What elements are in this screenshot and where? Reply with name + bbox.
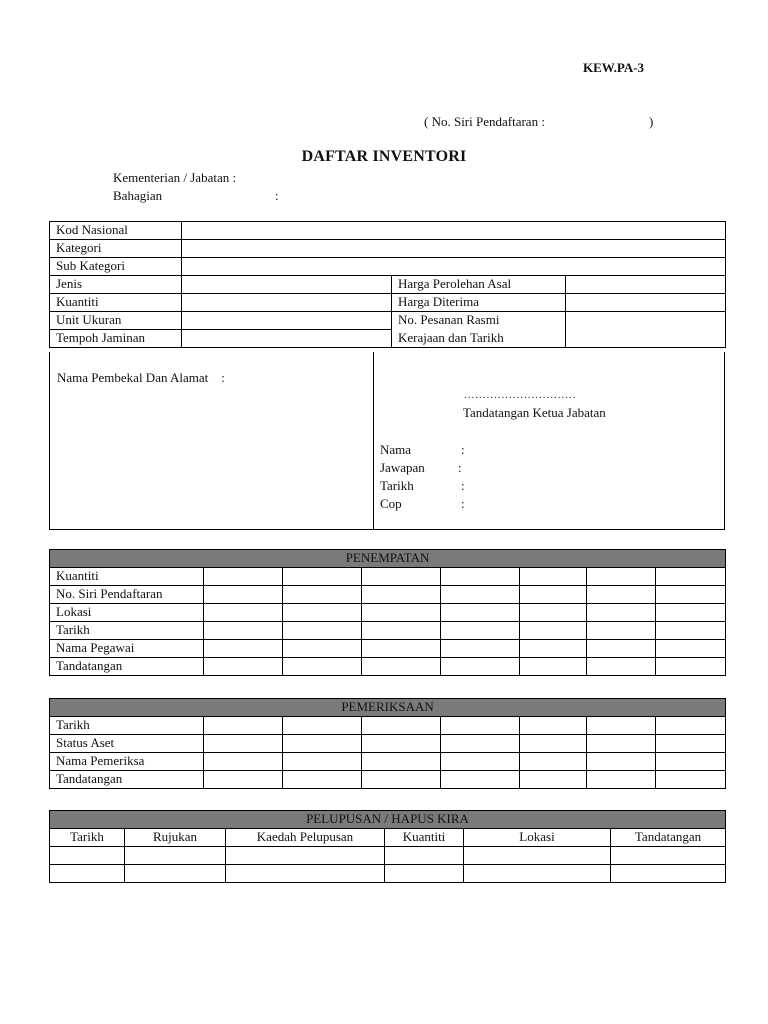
bahagian-text: Bahagian — [113, 188, 163, 203]
sub-kategori-label: Sub Kategori — [50, 258, 182, 276]
entry-cell[interactable] — [204, 622, 283, 640]
table-row — [50, 294, 726, 312]
row-label: Tarikh — [50, 717, 204, 735]
form-code: KEW.PA-3 — [583, 60, 645, 75]
table-row — [50, 622, 726, 640]
entry-cell[interactable] — [587, 735, 656, 753]
row-label: Kuantiti — [50, 568, 204, 586]
jawapan-label: Jawapan — [380, 460, 425, 475]
table-row — [50, 276, 726, 294]
tarikh-label: Tarikh — [380, 478, 414, 493]
row-label: Status Aset — [50, 735, 204, 753]
row-label: Lokasi — [50, 604, 204, 622]
tempoh-jaminan-field[interactable] — [182, 330, 392, 348]
row-label: No. Siri Pendaftaran — [50, 586, 204, 604]
kod-nasional-field[interactable] — [182, 222, 726, 240]
entry-cell[interactable] — [587, 622, 656, 640]
entry-cell[interactable] — [362, 568, 441, 586]
penempatan-header: PENEMPATAN — [50, 550, 726, 568]
table-row — [50, 640, 726, 658]
cop-colon: : — [461, 496, 465, 511]
entry-cell[interactable] — [656, 568, 726, 586]
entry-cell[interactable] — [656, 753, 726, 771]
jawapan-row — [380, 460, 462, 476]
pemeriksaan-table — [49, 698, 726, 789]
kod-nasional-label: Kod Nasional — [50, 222, 182, 240]
serial-number-close: ) — [649, 114, 654, 129]
entry-cell[interactable] — [520, 604, 587, 622]
table-row — [50, 771, 726, 789]
entry-cell[interactable] — [283, 753, 362, 771]
entry-cell[interactable] — [283, 717, 362, 735]
unit-ukuran-label: Unit Ukuran — [50, 312, 182, 330]
page-title: DAFTAR INVENTORI — [301, 148, 467, 165]
entry-cell[interactable] — [520, 735, 587, 753]
entry-cell[interactable] — [362, 622, 441, 640]
entry-cell[interactable] — [656, 717, 726, 735]
entry-cell[interactable] — [204, 717, 283, 735]
kementerian-label: Kementerian / Jabatan : — [113, 170, 237, 185]
table-row — [50, 753, 726, 771]
table-row — [50, 258, 726, 276]
kuantiti-field[interactable] — [182, 294, 392, 312]
column-header: Rujukan — [125, 829, 226, 847]
jawapan-colon: : — [458, 460, 462, 475]
sub-kategori-field[interactable] — [182, 258, 726, 276]
entry-cell[interactable] — [656, 586, 726, 604]
cop-row — [380, 496, 465, 512]
row-label: Tandatangan — [50, 658, 204, 676]
entry-cell[interactable] — [520, 717, 587, 735]
entry-cell[interactable] — [283, 604, 362, 622]
kategori-label: Kategori — [50, 240, 182, 258]
row-label: Tandatangan — [50, 771, 204, 789]
jenis-field[interactable] — [182, 276, 392, 294]
entry-cell[interactable] — [362, 735, 441, 753]
block-divider — [373, 352, 374, 529]
entry-cell[interactable] — [385, 865, 464, 883]
pelupusan-table — [49, 810, 726, 883]
entry-cell[interactable] — [520, 658, 587, 676]
column-header: Tandatangan — [611, 829, 726, 847]
penempatan-table — [49, 549, 726, 676]
entry-cell[interactable] — [204, 586, 283, 604]
entry-cell[interactable] — [204, 658, 283, 676]
entry-cell[interactable] — [204, 640, 283, 658]
entry-cell[interactable] — [50, 847, 125, 865]
table-row — [50, 865, 726, 883]
pelupusan-header: PELUPUSAN / HAPUS KIRA — [50, 811, 726, 829]
entry-cell[interactable] — [362, 771, 441, 789]
entry-cell[interactable] — [362, 753, 441, 771]
kategori-field[interactable] — [182, 240, 726, 258]
bahagian-label — [113, 188, 279, 204]
table-row — [50, 222, 726, 240]
entry-cell[interactable] — [441, 622, 520, 640]
entry-cell[interactable] — [520, 771, 587, 789]
tempoh-jaminan-label: Tempoh Jaminan — [50, 330, 182, 348]
row-label: Tarikh — [50, 622, 204, 640]
asset-details-table — [49, 221, 726, 348]
entry-cell[interactable] — [283, 771, 362, 789]
entry-cell[interactable] — [362, 604, 441, 622]
harga-perolehan-field[interactable] — [566, 276, 726, 294]
supplier-label: Nama Pembekal Dan Alamat : — [57, 370, 225, 385]
entry-cell[interactable] — [441, 771, 520, 789]
entry-cell[interactable] — [50, 865, 125, 883]
harga-diterima-label: Harga Diterima — [392, 294, 566, 312]
unit-ukuran-field[interactable] — [182, 312, 392, 330]
entry-cell[interactable] — [441, 753, 520, 771]
table-row — [50, 735, 726, 753]
kerajaan-tarikh-label: Kerajaan dan Tarikh — [392, 330, 566, 348]
row-label: Nama Pegawai — [50, 640, 204, 658]
entry-cell[interactable] — [611, 847, 726, 865]
table-row — [50, 717, 726, 735]
no-pesanan-field[interactable] — [566, 312, 726, 348]
entry-cell[interactable] — [611, 865, 726, 883]
entry-cell[interactable] — [441, 604, 520, 622]
entry-cell[interactable] — [656, 771, 726, 789]
table-row — [50, 847, 726, 865]
table-row — [50, 658, 726, 676]
signature-dotted-line: .............................. — [464, 389, 577, 401]
pelupusan-column-headers — [50, 829, 726, 847]
entry-cell[interactable] — [125, 847, 226, 865]
entry-cell[interactable] — [441, 658, 520, 676]
supplier-signature-block — [49, 352, 725, 530]
cop-label: Cop — [380, 496, 402, 511]
entry-cell[interactable] — [441, 735, 520, 753]
entry-cell[interactable] — [587, 771, 656, 789]
entry-cell[interactable] — [362, 586, 441, 604]
tarikh-colon: : — [461, 478, 465, 493]
entry-cell[interactable] — [464, 865, 611, 883]
entry-cell[interactable] — [362, 640, 441, 658]
entry-cell[interactable] — [385, 847, 464, 865]
entry-cell[interactable] — [283, 622, 362, 640]
entry-cell[interactable] — [283, 586, 362, 604]
entry-cell[interactable] — [587, 568, 656, 586]
row-label: Nama Pemeriksa — [50, 753, 204, 771]
entry-cell[interactable] — [204, 771, 283, 789]
kuantiti-label: Kuantiti — [50, 294, 182, 312]
entry-cell[interactable] — [283, 568, 362, 586]
entry-cell[interactable] — [204, 735, 283, 753]
entry-cell[interactable] — [587, 586, 656, 604]
table-row — [50, 604, 726, 622]
column-header: Lokasi — [464, 829, 611, 847]
serial-number-label — [424, 114, 654, 130]
entry-cell[interactable] — [362, 717, 441, 735]
entry-cell[interactable] — [283, 735, 362, 753]
entry-cell[interactable] — [587, 604, 656, 622]
nama-row — [380, 442, 465, 458]
signature-label: Tandatangan Ketua Jabatan — [463, 405, 606, 420]
pemeriksaan-header: PEMERIKSAAN — [50, 699, 726, 717]
nama-label: Nama — [380, 442, 412, 457]
column-header: Kaedah Pelupusan — [226, 829, 385, 847]
entry-cell[interactable] — [226, 865, 385, 883]
entry-cell[interactable] — [464, 847, 611, 865]
entry-cell[interactable] — [587, 658, 656, 676]
entry-cell[interactable] — [362, 658, 441, 676]
entry-cell[interactable] — [204, 604, 283, 622]
table-row — [50, 312, 726, 330]
nama-colon: : — [461, 442, 465, 457]
entry-cell[interactable] — [656, 622, 726, 640]
entry-cell[interactable] — [441, 586, 520, 604]
table-row — [50, 240, 726, 258]
serial-number-text: ( No. Siri Pendaftaran : — [424, 114, 545, 129]
harga-perolehan-label: Harga Perolehan Asal — [392, 276, 566, 294]
entry-cell[interactable] — [520, 568, 587, 586]
entry-cell[interactable] — [204, 753, 283, 771]
entry-cell[interactable] — [441, 568, 520, 586]
tarikh-row — [380, 478, 465, 494]
entry-cell[interactable] — [656, 658, 726, 676]
column-header: Tarikh — [50, 829, 125, 847]
jenis-label: Jenis — [50, 276, 182, 294]
entry-cell[interactable] — [441, 717, 520, 735]
entry-cell[interactable] — [520, 622, 587, 640]
column-header: Kuantiti — [385, 829, 464, 847]
entry-cell[interactable] — [656, 604, 726, 622]
entry-cell[interactable] — [125, 865, 226, 883]
entry-cell[interactable] — [204, 568, 283, 586]
harga-diterima-field[interactable] — [566, 294, 726, 312]
entry-cell[interactable] — [283, 640, 362, 658]
entry-cell[interactable] — [520, 753, 587, 771]
entry-cell[interactable] — [226, 847, 385, 865]
entry-cell[interactable] — [520, 640, 587, 658]
entry-cell[interactable] — [587, 640, 656, 658]
entry-cell[interactable] — [283, 658, 362, 676]
table-row — [50, 568, 726, 586]
entry-cell[interactable] — [587, 753, 656, 771]
table-row — [50, 586, 726, 604]
entry-cell[interactable] — [587, 717, 656, 735]
entry-cell[interactable] — [441, 640, 520, 658]
entry-cell[interactable] — [656, 640, 726, 658]
bahagian-colon: : — [275, 188, 279, 203]
no-pesanan-label: No. Pesanan Rasmi — [392, 312, 566, 330]
entry-cell[interactable] — [520, 586, 587, 604]
entry-cell[interactable] — [656, 735, 726, 753]
